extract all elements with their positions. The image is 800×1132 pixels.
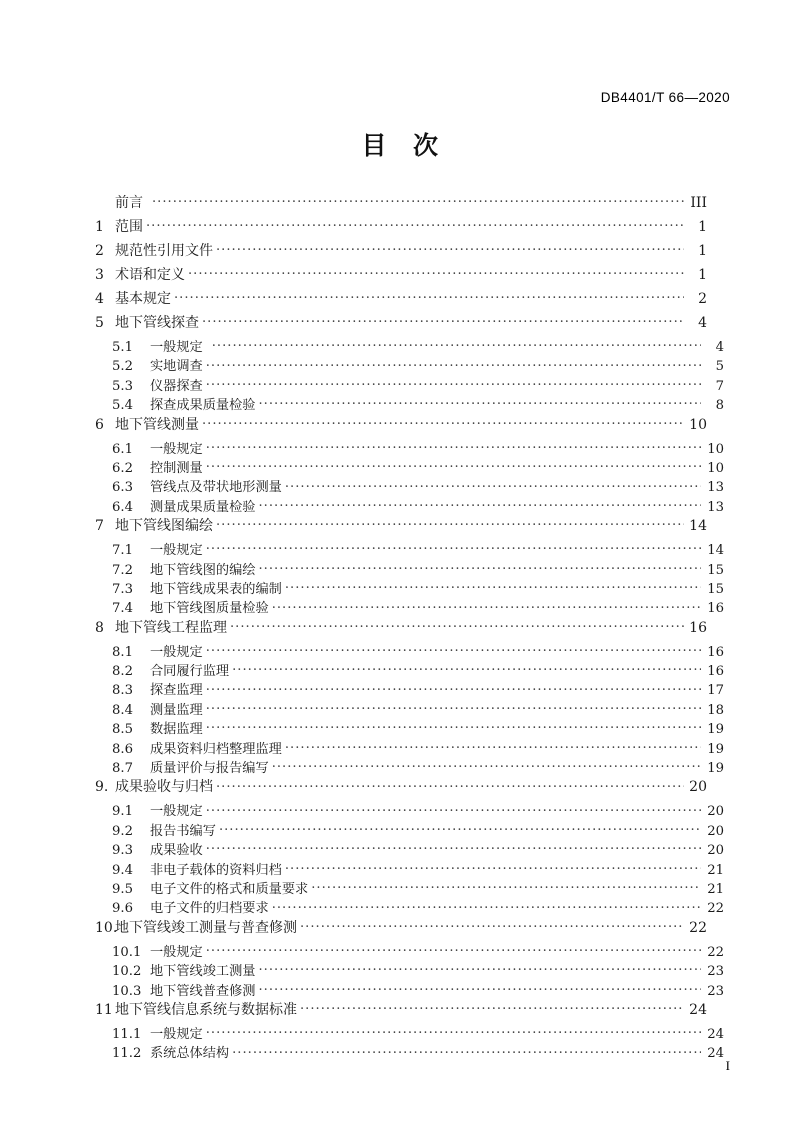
toc-leader-dots: [146, 193, 684, 207]
toc-entry-page-number: 2: [698, 291, 707, 307]
toc-entry-number: 5.2: [112, 359, 133, 375]
toc-entry-label: 地下管线普查修测: [150, 983, 256, 999]
toc-entry-label: 基本规定: [115, 291, 171, 307]
toc-entry[interactable]: [95, 355, 724, 374]
toc-leader-dots: [230, 618, 684, 632]
standard-code-header: DB4401/T 66—2020: [600, 90, 730, 105]
toc-leader-dots: [206, 357, 701, 370]
toc-entry-number: 7.3: [112, 581, 133, 597]
toc-entry-number: 9.2: [112, 823, 133, 839]
toc-entry-number: 8: [95, 619, 104, 636]
toc-entry-page-number: 15: [707, 562, 724, 578]
toc-entry-number: 8.6: [112, 741, 133, 757]
toc-entry-page-number: 5: [715, 359, 724, 375]
toc-entry-label: 一般规定: [150, 340, 203, 355]
toc-entry[interactable]: [95, 999, 707, 1023]
toc-leader-dots: [206, 439, 701, 452]
toc-entry-page-number: 1: [698, 243, 707, 259]
toc-entry-label: 数据监理: [150, 722, 203, 738]
toc-entry-page-number: 19: [707, 722, 724, 738]
toc-entry-number: 8.4: [112, 702, 133, 718]
toc-entry-page-number: 24: [707, 1026, 724, 1042]
toc-entry[interactable]: [95, 336, 724, 355]
toc-entry-number: 10.1: [112, 944, 142, 960]
toc-leader-dots: [300, 918, 684, 932]
toc-leader-dots: [216, 777, 684, 791]
toc-entry-number: 6.2: [112, 460, 133, 476]
toc-entry-label: 地下管线竣工测量与普查修测: [115, 919, 297, 936]
toc-leader-dots: [206, 701, 701, 714]
toc-entry[interactable]: [95, 515, 707, 539]
toc-entry-number: 9.6: [112, 901, 133, 917]
toc-entry-number: 7.2: [112, 562, 133, 578]
toc-entry-page-number: 20: [707, 843, 724, 859]
toc-entry-page-number: 13: [707, 480, 724, 496]
toc-entry-page-number: 23: [707, 983, 724, 999]
toc-leader-dots: [219, 822, 701, 835]
toc-leader-dots: [174, 289, 684, 303]
toc-entry[interactable]: [95, 738, 724, 757]
toc-entry-label: 地下管线图的编绘: [150, 562, 256, 578]
toc-entry-page-number: 10: [707, 441, 724, 457]
toc-entry-number: 8.7: [112, 761, 133, 777]
toc-entry-page-number: 15: [707, 581, 724, 597]
toc-entry-label: 实地调查: [150, 359, 203, 375]
toc-entry-label: 地下管线竣工测量: [150, 964, 256, 980]
toc-entry-page-number: 10: [689, 416, 707, 433]
toc-entry-page-number: 16: [689, 619, 707, 636]
toc-entry-number: 5.1: [112, 340, 133, 355]
toc-entry-number: 9.5: [112, 881, 133, 897]
toc-entry-page-number: 19: [707, 741, 724, 757]
toc-entry-number: 11.1: [112, 1026, 142, 1042]
toc-entry[interactable]: [95, 839, 724, 858]
toc-entry-number: 6.1: [112, 441, 133, 457]
toc-entry-label: 地下管线工程监理: [115, 619, 227, 636]
toc-leader-dots: [259, 498, 702, 511]
page-title: [0, 126, 800, 162]
toc-entry[interactable]: [95, 539, 724, 558]
toc-entry-label: 地下管线探查: [115, 315, 199, 331]
toc-entry-page-number: 1: [698, 267, 707, 283]
toc-entry-number: 3: [95, 267, 104, 283]
toc-entry[interactable]: [95, 264, 707, 288]
toc-entry-number: 11.2: [112, 1046, 142, 1062]
toc-entry-page-number: 20: [707, 804, 724, 820]
toc-entry[interactable]: [95, 878, 724, 897]
toc-entry-number: 8.2: [112, 664, 133, 680]
toc-entry-page-number: 8: [715, 398, 724, 414]
toc-leader-dots: [285, 860, 701, 873]
toc-entry-label: 仪器探查: [150, 378, 203, 394]
toc-entry-number: 10.2: [112, 964, 142, 980]
toc-leader-dots: [259, 962, 702, 975]
toc-entry-label: 地下管线信息系统与数据标准: [115, 1001, 297, 1018]
toc-leader-dots: [232, 662, 701, 675]
toc-entry-label: 报告书编写: [150, 823, 216, 839]
toc-entry-number: 6: [95, 416, 104, 433]
toc-entry-number: 8.1: [112, 644, 133, 660]
toc-leader-dots: [206, 720, 701, 733]
toc-leader-dots: [272, 599, 701, 612]
toc-entry[interactable]: [95, 288, 707, 312]
page-title-char-right: 次: [413, 131, 439, 160]
toc-entry[interactable]: [95, 980, 724, 999]
toc-entry-page-number: 21: [707, 881, 724, 897]
toc-leader-dots: [259, 396, 702, 409]
toc-leader-dots: [272, 899, 701, 912]
toc-entry-number: 6.3: [112, 480, 133, 496]
toc-entry-number: 11: [95, 1001, 113, 1018]
toc-entry-page-number: 14: [689, 518, 707, 535]
toc-entry-number: 8.5: [112, 722, 133, 738]
toc-leader-dots: [300, 1000, 684, 1014]
toc-entry-number: 9.4: [112, 862, 133, 878]
toc-entry-number: 6.4: [112, 499, 133, 515]
toc-entry[interactable]: [95, 820, 724, 839]
toc-entry-number: 7: [95, 518, 104, 535]
toc-leader-dots: [285, 580, 701, 593]
toc-entry-label: 电子文件的格式和质量要求: [150, 881, 309, 897]
toc-entry[interactable]: [95, 941, 724, 960]
toc-entry[interactable]: [95, 457, 724, 476]
toc-entry-number: 5.3: [112, 378, 133, 394]
toc-entry[interactable]: [95, 897, 724, 916]
toc-entry[interactable]: [95, 859, 724, 878]
table-of-contents: [95, 192, 724, 1062]
toc-entry-page-number: 1: [698, 219, 707, 235]
toc-entry-number: 8.3: [112, 683, 133, 699]
toc-leader-dots: [259, 981, 702, 994]
toc-entry[interactable]: [95, 699, 724, 718]
toc-entry[interactable]: [95, 578, 724, 597]
toc-entry-label: 探查成果质量检验: [150, 398, 256, 414]
toc-entry-page-number: 13: [707, 499, 724, 515]
toc-entry[interactable]: [95, 394, 724, 413]
toc-leader-dots: [206, 338, 701, 351]
toc-entry-label: 一般规定: [150, 944, 203, 960]
toc-entry-number: 9.1: [112, 804, 133, 820]
toc-entry-number: 1: [95, 219, 104, 235]
toc-entry[interactable]: [95, 917, 707, 941]
toc-entry-label: 电子文件的归档要求: [150, 901, 269, 917]
folio-page-number: I: [725, 1058, 730, 1073]
toc-entry-label: 规范性引用文件: [115, 243, 213, 259]
toc-entry-page-number: III: [690, 195, 707, 211]
toc-entry[interactable]: [95, 660, 724, 679]
toc-entry-label: 测量成果质量检验: [150, 499, 256, 515]
toc-leader-dots: [272, 759, 701, 772]
toc-entry[interactable]: [95, 617, 707, 641]
toc-entry[interactable]: [95, 1023, 724, 1042]
toc-leader-dots: [232, 1044, 701, 1057]
toc-entry-page-number: 10: [707, 460, 724, 476]
toc-entry-page-number: 4: [715, 340, 724, 355]
toc-entry-label: 一般规定: [150, 644, 203, 660]
toc-entry[interactable]: [95, 438, 724, 457]
toc-entry-number: 5.4: [112, 398, 133, 414]
toc-entry-label: 地下管线测量: [115, 416, 199, 433]
toc-entry-page-number: 24: [689, 1001, 707, 1018]
toc-entry-label: 前言: [115, 195, 143, 211]
toc-leader-dots: [285, 739, 701, 752]
toc-entry-label: 地下管线图编绘: [115, 518, 213, 535]
toc-entry-label: 测量监理: [150, 702, 203, 718]
toc-entry-label: 控制测量: [150, 460, 203, 476]
toc-leader-dots: [216, 516, 684, 530]
toc-entry-page-number: 19: [707, 761, 724, 777]
toc-leader-dots: [188, 265, 684, 279]
toc-entry[interactable]: [95, 192, 707, 216]
toc-entry-label: 系统总体结构: [150, 1046, 230, 1062]
toc-entry-page-number: 16: [707, 664, 724, 680]
toc-entry-page-number: 22: [707, 901, 724, 917]
toc-leader-dots: [206, 1025, 701, 1038]
toc-entry-page-number: 23: [707, 964, 724, 980]
toc-entry-label: 一般规定: [150, 1026, 203, 1042]
toc-entry-number: 4: [95, 291, 104, 307]
toc-leader-dots: [202, 313, 684, 327]
toc-entry[interactable]: [95, 559, 724, 578]
toc-entry-page-number: 20: [707, 823, 724, 839]
toc-leader-dots: [146, 217, 684, 231]
toc-entry-page-number: 4: [698, 315, 707, 331]
toc-entry-label: 非电子载体的资料归档: [150, 862, 282, 878]
toc-entry-label: 范围: [115, 219, 143, 235]
toc-leader-dots: [259, 560, 702, 573]
toc-leader-dots: [311, 880, 701, 893]
toc-entry-label: 成果验收: [150, 843, 203, 859]
toc-leader-dots: [206, 459, 701, 472]
toc-entry[interactable]: [95, 641, 724, 660]
toc-entry-page-number: 16: [707, 601, 724, 617]
toc-entry-label: 一般规定: [150, 804, 203, 820]
toc-entry[interactable]: [95, 414, 707, 438]
toc-entry-page-number: 20: [689, 779, 707, 796]
toc-leader-dots: [206, 681, 701, 694]
toc-entry[interactable]: [95, 240, 707, 264]
toc-leader-dots: [206, 541, 701, 554]
toc-entry-page-number: 24: [707, 1046, 724, 1062]
toc-entry[interactable]: [95, 960, 724, 979]
toc-entry-label: 术语和定义: [115, 267, 185, 283]
toc-entry-label: 地下管线成果表的编制: [150, 581, 282, 597]
toc-entry-number: 7.1: [112, 543, 133, 559]
toc-entry-number: 10.: [95, 919, 118, 936]
toc-entry-label: 一般规定: [150, 543, 203, 559]
toc-entry-number: 2: [95, 243, 104, 259]
toc-entry[interactable]: [95, 476, 724, 495]
toc-leader-dots: [206, 377, 701, 390]
toc-entry-number: 9.: [95, 779, 109, 796]
toc-entry[interactable]: [95, 800, 724, 819]
toc-entry-label: 地下管线图质量检验: [150, 601, 269, 617]
toc-leader-dots: [285, 478, 701, 491]
toc-entry-page-number: 17: [707, 683, 724, 699]
toc-leader-dots: [206, 802, 701, 815]
toc-entry-number: 5: [95, 315, 104, 331]
toc-entry[interactable]: [95, 375, 724, 394]
toc-entry-label: 一般规定: [150, 441, 203, 457]
toc-entry-label: 成果验收与归档: [115, 779, 213, 796]
toc-entry-label: 合同履行监理: [150, 664, 230, 680]
toc-entry[interactable]: [95, 496, 724, 515]
toc-entry[interactable]: [95, 1042, 724, 1061]
toc-entry-page-number: 14: [707, 543, 724, 559]
toc-entry[interactable]: [95, 679, 724, 698]
page-title-char-left: 目: [361, 131, 387, 160]
toc-entry[interactable]: [95, 597, 724, 616]
toc-entry[interactable]: [95, 757, 724, 776]
toc-leader-dots: [216, 241, 684, 255]
toc-entry-page-number: 16: [707, 644, 724, 660]
toc-entry-label: 管线点及带状地形测量: [150, 480, 282, 496]
toc-leader-dots: [202, 415, 684, 429]
toc-leader-dots: [206, 943, 701, 956]
toc-entry[interactable]: [95, 776, 707, 800]
toc-entry-number: 7.4: [112, 601, 133, 617]
toc-entry-page-number: 7: [715, 378, 724, 394]
toc-entry-page-number: 18: [707, 702, 724, 718]
toc-leader-dots: [206, 841, 701, 854]
toc-entry-number: 9.3: [112, 843, 133, 859]
toc-entry-page-number: 22: [707, 944, 724, 960]
toc-entry-label: 探查监理: [150, 683, 203, 699]
toc-entry[interactable]: [95, 312, 707, 336]
toc-leader-dots: [206, 643, 701, 656]
toc-entry-page-number: 21: [707, 862, 724, 878]
toc-entry-number: 10.3: [112, 983, 142, 999]
toc-entry-label: 质量评价与报告编写: [150, 761, 269, 777]
toc-entry-label: 成果资料归档整理监理: [150, 741, 282, 757]
toc-entry-page-number: 22: [689, 919, 707, 936]
toc-entry[interactable]: [95, 216, 707, 240]
toc-entry[interactable]: [95, 718, 724, 737]
